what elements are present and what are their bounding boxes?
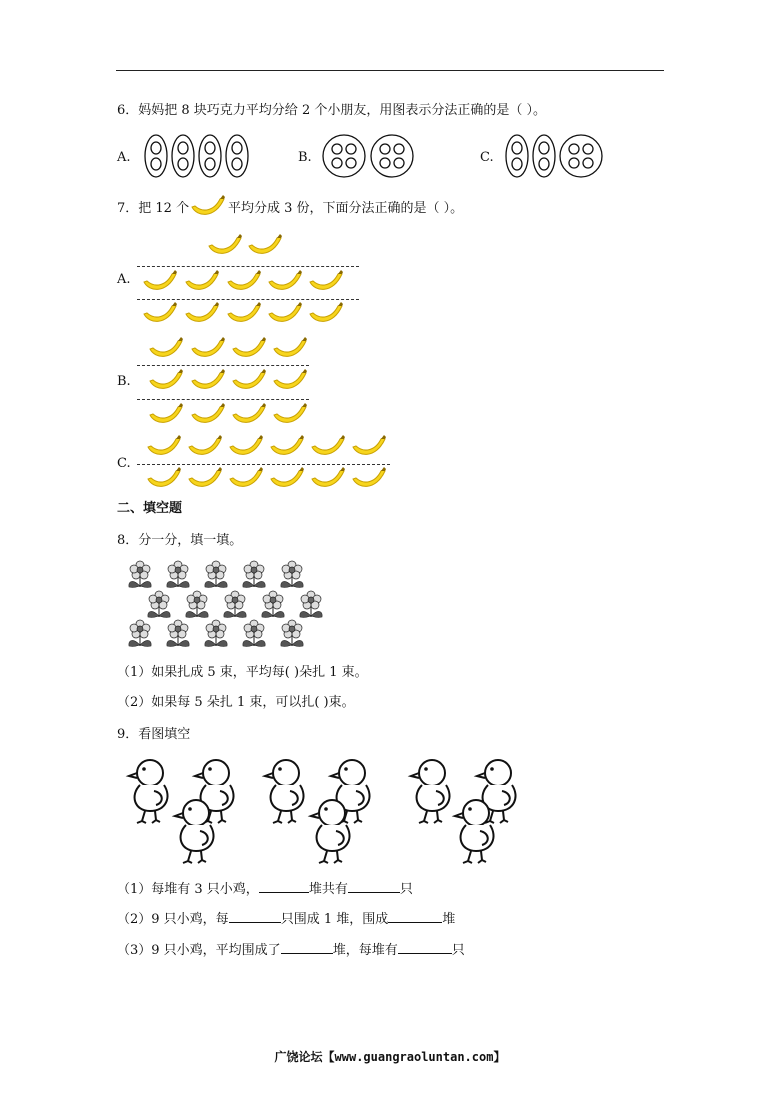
q9-text: 9．看图填空 (117, 727, 191, 742)
q9-sub3 (117, 941, 465, 959)
q9-sub2-text-c: 堆 (442, 912, 456, 927)
flower-icon (164, 560, 192, 590)
chick-icon (302, 797, 360, 865)
banana-icon (271, 367, 309, 395)
flower-icon (145, 590, 173, 620)
flower-icon (259, 590, 287, 620)
banana-icon (147, 335, 185, 363)
q6-option-c-figure (503, 133, 607, 179)
banana-icon (350, 465, 388, 493)
divider-line (137, 365, 309, 366)
flower-icon (202, 560, 230, 590)
divider-line (137, 399, 309, 400)
q7-option-a-label: A. (117, 272, 131, 287)
q9-sub3-text-b: 堆，每堆有 (332, 943, 398, 958)
banana-icon (145, 433, 183, 461)
banana-icon (230, 401, 268, 429)
answer-blank[interactable] (388, 910, 442, 923)
q9-sub3-text-a: （3）9 只小鸡，平均围成了 (117, 943, 281, 958)
banana-icon (268, 465, 306, 493)
banana-icon (183, 268, 221, 296)
banana-icon (309, 465, 347, 493)
q9-sub1-text-c: 只 (399, 882, 413, 897)
flower-icon (221, 590, 249, 620)
banana-icon (189, 335, 227, 363)
banana-icon (230, 367, 268, 395)
banana-icon (227, 465, 265, 493)
flower-icon (240, 619, 268, 649)
answer-blank[interactable] (229, 910, 281, 923)
q7-text-post: 平均分成 3 份，下面分法正确的是（ ）。 (228, 201, 464, 216)
banana-icon (350, 433, 388, 461)
banana-icon (230, 335, 268, 363)
answer-blank[interactable] (259, 880, 309, 893)
q8-text: 8．分一分，填一填。 (117, 533, 243, 548)
banana-icon (271, 335, 309, 363)
banana-icon (268, 433, 306, 461)
banana-icon (225, 300, 263, 328)
banana-icon (141, 300, 179, 328)
banana-icon (206, 232, 244, 260)
flower-icon (126, 560, 154, 590)
q6-option-c-label: C. (480, 150, 494, 165)
flower-icon (240, 560, 268, 590)
flower-icon (164, 619, 192, 649)
q6-option-b-label: B. (298, 150, 312, 165)
footer-text: 广饶论坛【www.guangraoluntan.com】 (274, 1050, 506, 1064)
q8-sub2: （2）如果每 5 朵扎 1 束，可以扎( )束。 (117, 695, 355, 710)
q6-text: 6．妈妈把 8 块巧克力平均分给 2 个小朋友，用图表示分法正确的是（ ）。 (117, 103, 546, 118)
banana-icon (186, 465, 224, 493)
banana-icon (189, 401, 227, 429)
banana-icon (309, 433, 347, 461)
banana-icon (141, 268, 179, 296)
q7-option-b-label: B. (117, 374, 131, 389)
q7-text-pre: 7．把 12 个 (117, 201, 190, 216)
q9-sub1 (117, 880, 413, 898)
flower-icon (183, 590, 211, 620)
q6-option-b-figure (320, 133, 420, 179)
flower-icon (126, 619, 154, 649)
banana-icon (266, 300, 304, 328)
banana-icon (225, 268, 263, 296)
banana-icon (307, 300, 345, 328)
banana-icon (183, 300, 221, 328)
answer-blank[interactable] (348, 880, 400, 893)
flower-icon (202, 619, 230, 649)
banana-icon (246, 232, 284, 260)
banana-icon (186, 433, 224, 461)
chick-icon (166, 797, 224, 865)
banana-icon (145, 465, 183, 493)
banana-icon (189, 367, 227, 395)
banana-icon (147, 401, 185, 429)
q8-sub1: （1）如果扎成 5 束，平均每( )朵扎 1 束。 (117, 665, 368, 680)
answer-blank[interactable] (398, 941, 452, 954)
banana-icon (147, 367, 185, 395)
flower-icon (278, 560, 306, 590)
flower-icon (297, 590, 325, 620)
section-title: 二、填空题 (117, 501, 183, 516)
banana-icon (307, 268, 345, 296)
divider-line (137, 266, 359, 267)
q6-option-a-label: A. (117, 150, 131, 165)
banana-icon (266, 268, 304, 296)
q9-sub2-text-b: 只围成 1 堆，围成 (280, 912, 389, 927)
q9-sub2-text-a: （2）9 只小鸡，每 (117, 912, 229, 927)
q9-sub1-text-a: （1）每堆有 3 只小鸡， (117, 882, 259, 897)
banana-icon (189, 193, 227, 221)
flower-icon (278, 619, 306, 649)
banana-icon (227, 433, 265, 461)
q9-sub3-text-c: 只 (451, 943, 465, 958)
top-rule (116, 70, 664, 71)
chick-icon (446, 797, 504, 865)
q9-sub2 (117, 910, 455, 928)
answer-blank[interactable] (281, 941, 333, 954)
q6-option-a-figure (142, 133, 254, 179)
q9-sub1-text-b: 堆共有 (308, 882, 348, 897)
q7-option-c-label: C. (117, 456, 131, 471)
banana-icon (271, 401, 309, 429)
